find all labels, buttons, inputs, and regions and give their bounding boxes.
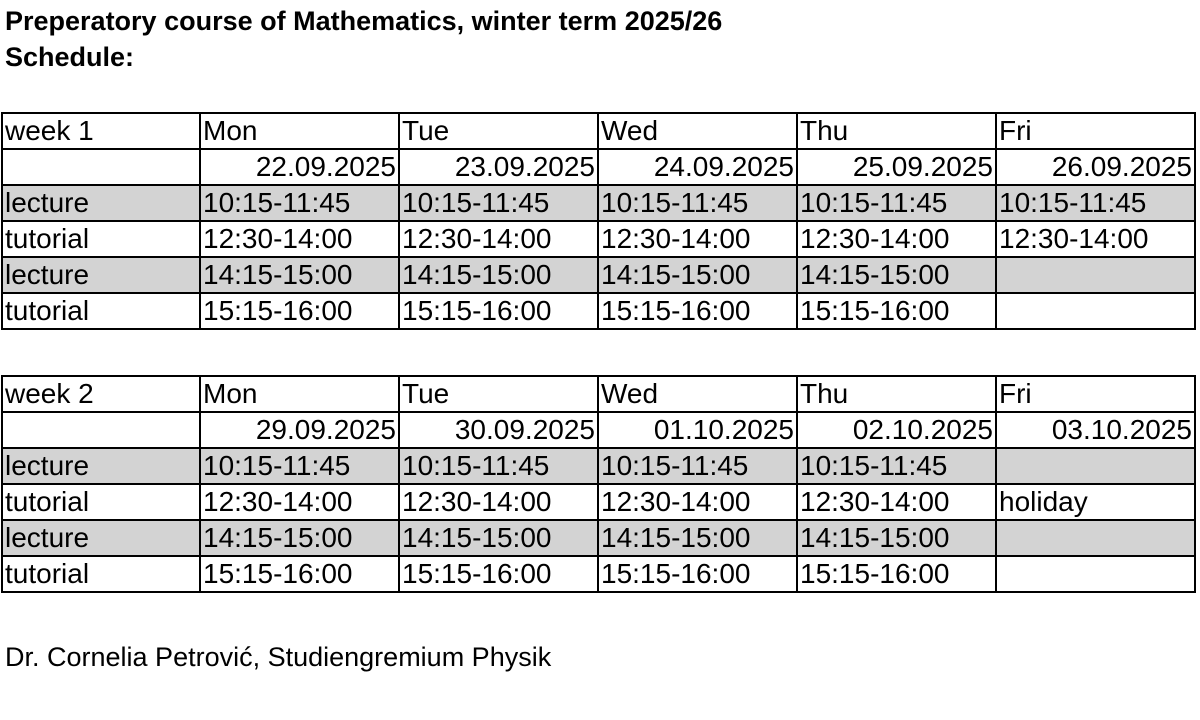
time-cell: 12:30-14:00	[200, 221, 399, 257]
document-title	[5, 3, 722, 75]
time-cell: 15:15-16:00	[200, 556, 399, 592]
date-cell: 24.09.2025	[598, 149, 797, 185]
time-cell: 12:30-14:00	[399, 221, 598, 257]
date-row	[2, 412, 1195, 448]
time-cell	[996, 448, 1195, 484]
time-cell: 12:30-14:00	[598, 221, 797, 257]
time-cell: 15:15-16:00	[399, 293, 598, 329]
time-cell	[996, 293, 1195, 329]
day-header-fri: Fri	[996, 376, 1195, 412]
date-cell: 01.10.2025	[598, 412, 797, 448]
empty-cell	[2, 412, 200, 448]
date-cell: 26.09.2025	[996, 149, 1195, 185]
time-cell: 15:15-16:00	[797, 293, 996, 329]
day-header-tue: Tue	[399, 113, 598, 149]
time-cell: 12:30-14:00	[200, 484, 399, 520]
time-cell: 14:15-15:00	[399, 520, 598, 556]
date-cell: 25.09.2025	[797, 149, 996, 185]
date-cell: 02.10.2025	[797, 412, 996, 448]
date-cell: 22.09.2025	[200, 149, 399, 185]
session-type-label: lecture	[2, 448, 200, 484]
day-header-thu: Thu	[797, 376, 996, 412]
time-cell: 14:15-15:00	[598, 257, 797, 293]
title-line-schedule: Schedule:	[5, 42, 135, 72]
tutorial-row	[2, 556, 1195, 592]
time-cell: 12:30-14:00	[598, 484, 797, 520]
session-type-label: lecture	[2, 185, 200, 221]
day-header-thu: Thu	[797, 113, 996, 149]
time-cell: 12:30-14:00	[797, 484, 996, 520]
time-cell	[996, 257, 1195, 293]
day-header-tue: Tue	[399, 376, 598, 412]
time-cell: 10:15-11:45	[598, 448, 797, 484]
time-cell: 10:15-11:45	[598, 185, 797, 221]
time-cell: 14:15-15:00	[200, 257, 399, 293]
time-cell: 12:30-14:00	[797, 221, 996, 257]
day-header-fri: Fri	[996, 113, 1195, 149]
day-header-wed: Wed	[598, 113, 797, 149]
time-cell: 10:15-11:45	[200, 185, 399, 221]
title-line-course: Preperatory course of Mathematics, winter term 2025/26	[5, 6, 723, 36]
tutorial-row	[2, 221, 1195, 257]
holiday-cell: holiday	[996, 484, 1195, 520]
time-cell: 15:15-16:00	[598, 293, 797, 329]
tutorial-row	[2, 293, 1195, 329]
time-cell: 14:15-15:00	[399, 257, 598, 293]
footer-author: Dr. Cornelia Petrović, Studiengremium Physik	[5, 642, 552, 672]
time-cell: 14:15-15:00	[797, 257, 996, 293]
day-header-wed: Wed	[598, 376, 797, 412]
week-2-schedule-table	[1, 375, 1196, 593]
time-cell: 10:15-11:45	[797, 448, 996, 484]
lecture-row	[2, 448, 1195, 484]
time-cell: 14:15-15:00	[598, 520, 797, 556]
date-cell: 29.09.2025	[200, 412, 399, 448]
time-cell: 12:30-14:00	[399, 484, 598, 520]
time-cell: 10:15-11:45	[399, 185, 598, 221]
time-cell: 15:15-16:00	[598, 556, 797, 592]
lecture-row	[2, 257, 1195, 293]
time-cell: 15:15-16:00	[399, 556, 598, 592]
week-label: week 1	[2, 113, 200, 149]
header-row	[2, 113, 1195, 149]
date-cell: 03.10.2025	[996, 412, 1195, 448]
empty-cell	[2, 149, 200, 185]
day-header-mon: Mon	[200, 113, 399, 149]
session-type-label: tutorial	[2, 293, 200, 329]
header-row	[2, 376, 1195, 412]
session-type-label: lecture	[2, 520, 200, 556]
session-type-label: lecture	[2, 257, 200, 293]
date-cell: 30.09.2025	[399, 412, 598, 448]
lecture-row	[2, 520, 1195, 556]
time-cell	[996, 520, 1195, 556]
time-cell: 12:30-14:00	[996, 221, 1195, 257]
time-cell: 15:15-16:00	[200, 293, 399, 329]
time-cell: 10:15-11:45	[996, 185, 1195, 221]
week-label: week 2	[2, 376, 200, 412]
time-cell: 14:15-15:00	[200, 520, 399, 556]
session-type-label: tutorial	[2, 221, 200, 257]
week-1-schedule-table	[1, 112, 1196, 330]
lecture-row	[2, 185, 1195, 221]
session-type-label: tutorial	[2, 556, 200, 592]
time-cell: 14:15-15:00	[797, 520, 996, 556]
time-cell	[996, 556, 1195, 592]
tutorial-row	[2, 484, 1195, 520]
time-cell: 10:15-11:45	[399, 448, 598, 484]
time-cell: 15:15-16:00	[797, 556, 996, 592]
date-cell: 23.09.2025	[399, 149, 598, 185]
date-row	[2, 149, 1195, 185]
time-cell: 10:15-11:45	[797, 185, 996, 221]
session-type-label: tutorial	[2, 484, 200, 520]
day-header-mon: Mon	[200, 376, 399, 412]
time-cell: 10:15-11:45	[200, 448, 399, 484]
